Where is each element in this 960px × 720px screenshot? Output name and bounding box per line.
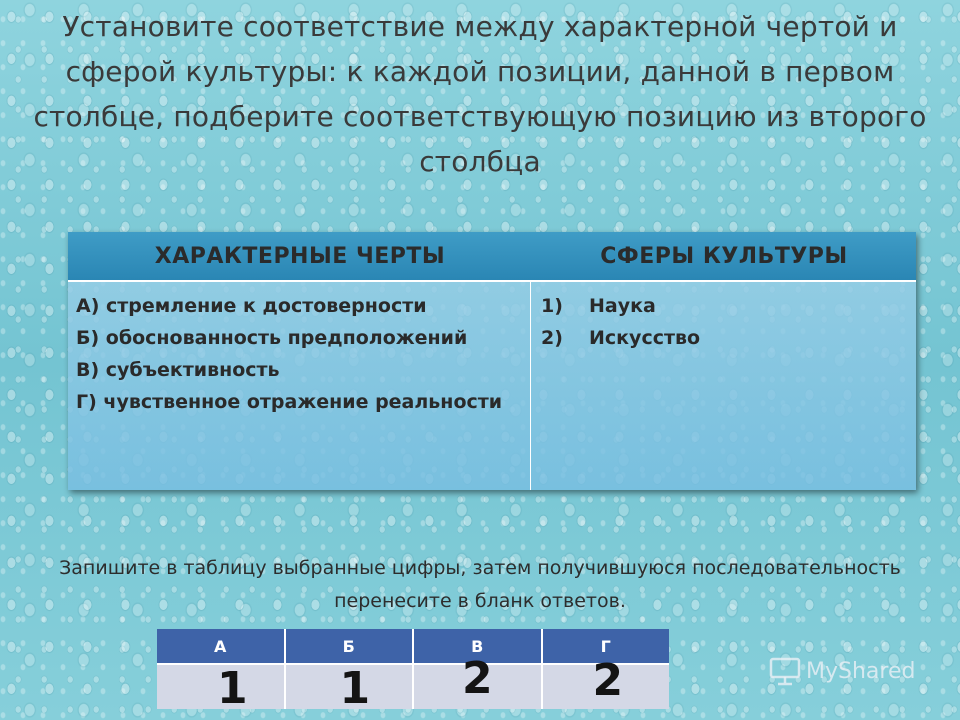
title-line-1: Установите соответствие между характерной чертой и <box>62 10 898 43</box>
answer-header-cell: Б <box>285 629 414 664</box>
title-line-3: столбце, подберите соответствующую позицию из второго <box>33 100 927 133</box>
answer-cell[interactable] <box>285 663 414 714</box>
title-line-2: сферой культуры: к каждой позиции, данной в первом <box>65 55 895 88</box>
sphere-number: 2) <box>541 327 563 349</box>
answer-header-cell: А <box>157 629 285 664</box>
answer-value-row <box>157 664 669 709</box>
answer-digit: 1 <box>217 663 248 714</box>
sphere-item <box>541 290 916 322</box>
spheres-column <box>531 282 916 490</box>
answer-cell[interactable] <box>413 653 542 709</box>
title-line-4: столбца <box>419 145 541 178</box>
answer-cell[interactable] <box>542 655 670 709</box>
answer-instruction <box>0 552 960 618</box>
matching-table-header <box>68 232 916 282</box>
feature-item: А) стремление к достоверности <box>76 295 427 317</box>
feature-item: Б) обоснованность предположений <box>76 327 468 349</box>
header-spheres: СФЕРЫ КУЛЬТУРЫ <box>600 243 848 269</box>
presentation-icon <box>768 656 802 686</box>
matching-table <box>68 232 916 490</box>
header-features: ХАРАКТЕРНЫЕ ЧЕРТЫ <box>154 243 446 269</box>
watermark-text: MyShared <box>806 658 916 684</box>
sphere-label: Наука <box>589 295 656 317</box>
task-title <box>10 4 950 184</box>
watermark <box>768 656 915 686</box>
answer-digit: 2 <box>592 655 624 706</box>
sphere-number: 1) <box>541 295 563 317</box>
sphere-label: Искусство <box>589 327 701 349</box>
answer-table <box>157 629 669 714</box>
instruction-line-2: перенесите в бланк ответов. <box>334 590 626 612</box>
answer-digit: 2 <box>462 653 493 704</box>
instruction-line-1: Запишите в таблицу выбранные цифры, затем получившуюся последовательность <box>59 557 901 579</box>
matching-table-body <box>68 282 916 490</box>
feature-item: Г) чувственное отражение реальности <box>76 391 503 413</box>
answer-header-cell: Г <box>542 629 670 664</box>
sphere-item <box>541 322 916 354</box>
answer-digit: 1 <box>339 663 371 714</box>
answer-cell[interactable] <box>157 663 285 714</box>
answer-header-cell: В <box>413 629 542 664</box>
features-column <box>68 282 531 490</box>
feature-item: В) субъективность <box>76 359 280 381</box>
